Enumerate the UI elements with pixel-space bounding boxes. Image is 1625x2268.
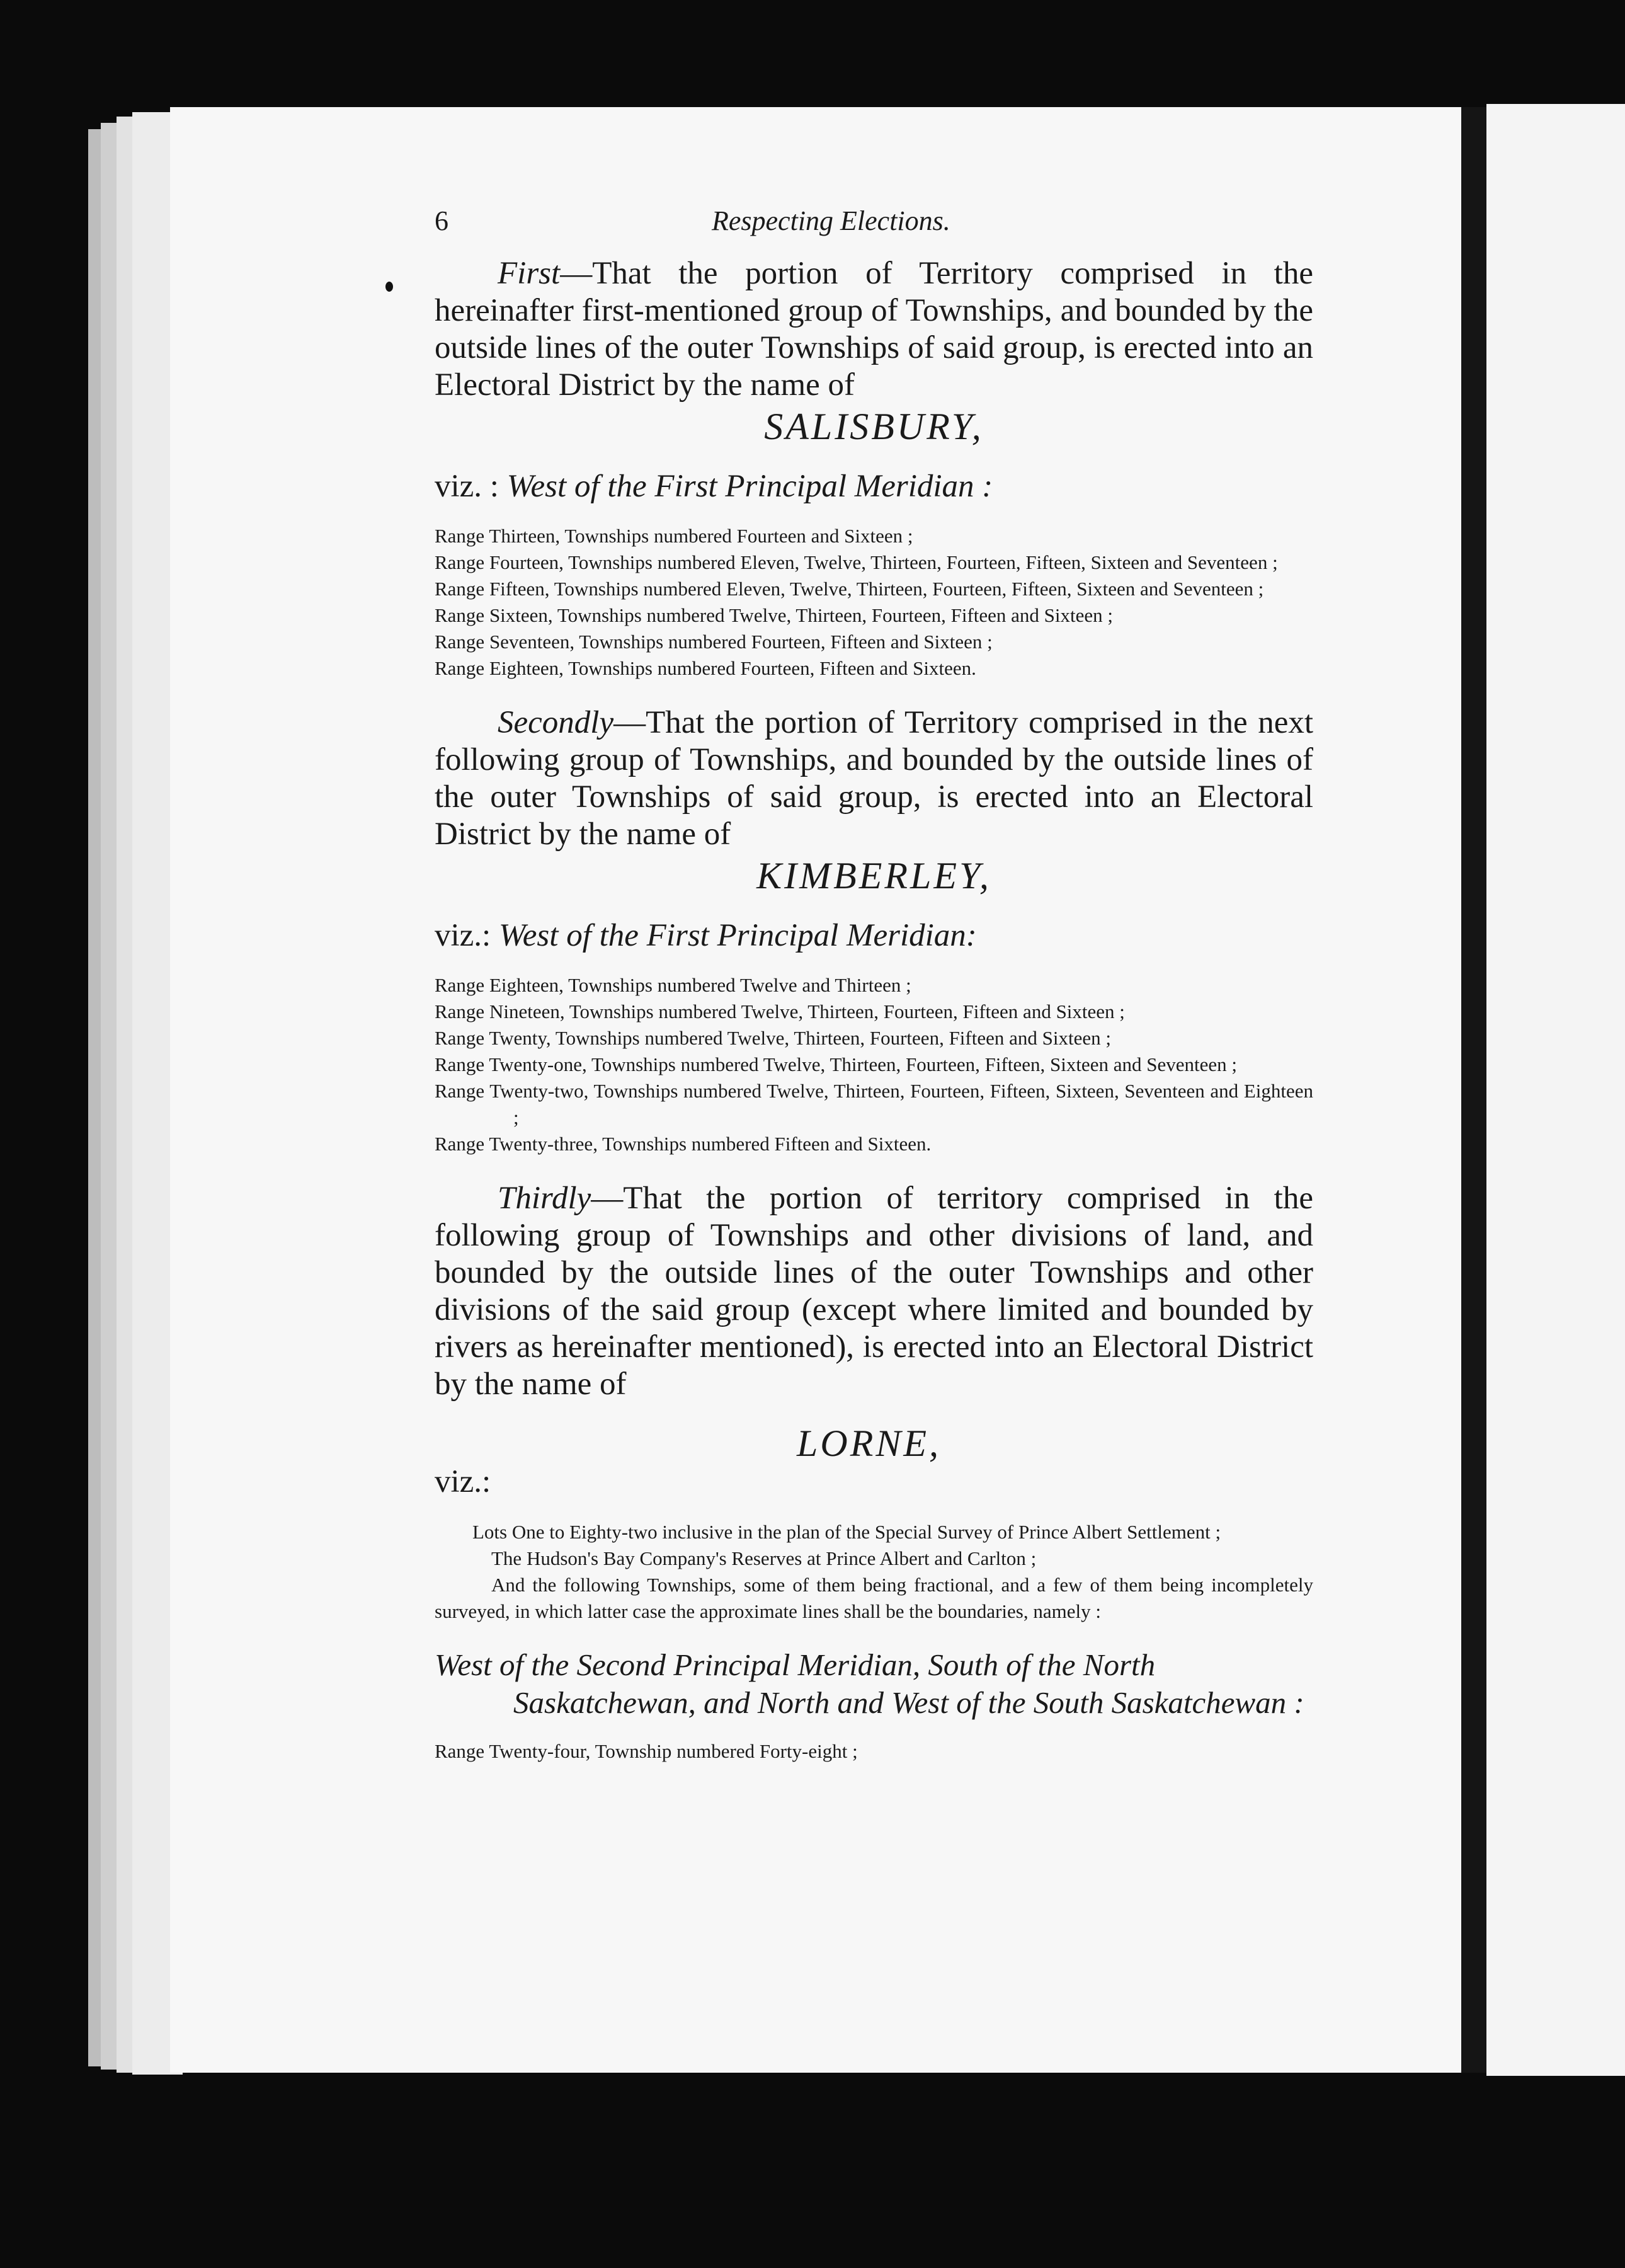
range-item: Range Sixteen, Townships numbered Twelve, Thirteen, Fourteen, Fifteen and Sixteen ;	[435, 604, 1114, 626]
viz-label: viz.:	[435, 918, 491, 953]
range-item: Range Nineteen, Townships numbered Twelve, Thirteen, Fourteen, Fifteen and Sixteen ;	[435, 1000, 1125, 1022]
range-item: Range Fifteen, Townships numbered Eleven, Twelve, Thirteen, Fourteen, Fifteen, Sixteen and Seventeen ;	[435, 578, 1264, 600]
paragraph-first	[435, 255, 1313, 404]
running-title: Respecting Elections.	[712, 205, 950, 236]
paragraph-lead: First	[498, 256, 561, 291]
spacer	[435, 1504, 1313, 1519]
page-content	[435, 198, 1313, 1765]
paragraph-secondly	[435, 704, 1313, 853]
spacer	[435, 682, 1313, 704]
ink-speck	[385, 282, 393, 292]
meridian-label: West of the First Principal Meridian :	[506, 469, 993, 504]
district-name-salisbury: SALISBURY,	[764, 406, 984, 447]
range-item: Range Twenty, Townships numbered Twelve, Thirteen, Fourteen, Fifteen and Sixteen ;	[435, 1027, 1111, 1049]
range-list	[435, 972, 1313, 1157]
lots-paragraph: Lots One to Eighty-two inclusive in the plan of the Special Survey of Prince Albert Settlement ;	[472, 1521, 1221, 1543]
district-name-lorne: LORNE,	[797, 1423, 942, 1464]
district-name-kimberley: KIMBERLEY,	[756, 855, 991, 896]
reserves-paragraph: The Hudson's Bay Company's Reserves at Prince Albert and Carlton ;	[491, 1547, 1037, 1569]
range-item: Range Thirteen, Townships numbered Fourteen and Sixteen ;	[435, 525, 913, 547]
book-spine	[1461, 107, 1486, 2073]
range-list	[435, 1738, 1313, 1765]
range-item: Range Eighteen, Townships numbered Twelve and Thirteen ;	[435, 974, 911, 996]
meridian-label: West of the Second Principal Meridian, South of the North Saskatchewan, and North and West of the South Saskatchewan :	[435, 1647, 1304, 1720]
viz-label: viz.:	[435, 1464, 491, 1499]
range-item: Range Twenty-one, Townships numbered Twelve, Thirteen, Fourteen, Fifteen, Sixteen and Seventeen ;	[435, 1053, 1237, 1075]
spacer	[435, 1157, 1313, 1180]
facing-page-edge	[1486, 104, 1625, 2076]
lorne-description	[435, 1519, 1313, 1625]
paragraph-lead: Secondly	[498, 705, 614, 740]
paragraph-text: —That the portion of Territory comprised in the next following group of Townships, and bounded by the outside lines of the outer Townships of said group, is erected into an Electoral District by the name of	[435, 705, 1313, 852]
range-item: Range Twenty-three, Townships numbered Fifteen and Sixteen.	[435, 1133, 932, 1155]
paragraph-thirdly	[435, 1180, 1313, 1403]
range-item: Range Seventeen, Townships numbered Fourteen, Fifteen and Sixteen ;	[435, 631, 993, 653]
meridian-label: West of the First Principal Meridian:	[498, 918, 977, 953]
lorne-heading	[435, 1403, 1313, 1504]
range-item: Range Twenty-two, Townships numbered Twelve, Thirteen, Fourteen, Fifteen, Sixteen, Seventeen and Eighteen ;	[435, 1080, 1313, 1128]
page-header	[435, 198, 1313, 255]
paragraph-text: —That the portion of territory comprised in the following group of Townships and other divisions of land, and bounded by the outside lines of the outer Townships and other divisions of the said group (except where limited and bounded by rivers as hereinafter mentioned), is erected into an Electoral District by the name of	[435, 1181, 1313, 1402]
viz-line	[435, 467, 1313, 505]
range-item: Range Fourteen, Townships numbered Eleven, Twelve, Thirteen, Fourteen, Fifteen, Sixteen and Seventeen ;	[435, 551, 1278, 573]
viz-label: viz. :	[435, 469, 499, 504]
townships-paragraph: And the following Townships, some of them being fractional, and a few of them being incompletely surveyed, in which latter case the approximate lines shall be the boundaries, namely :	[435, 1574, 1313, 1622]
page-number: 6	[435, 205, 448, 236]
viz-line	[435, 917, 1313, 954]
range-item: Range Eighteen, Townships numbered Fourteen, Fifteen and Sixteen.	[435, 657, 976, 679]
range-item: Range Twenty-four, Township numbered Forty-eight ;	[435, 1740, 858, 1762]
range-list	[435, 523, 1313, 682]
paragraph-text: —That the portion of Territory comprised in the hereinafter first-mentioned group of Townships, and bounded by the outside lines of the outer Townships of said group, is erected into an Electoral District by the name of	[435, 256, 1313, 403]
paragraph-lead: Thirdly	[498, 1181, 591, 1216]
